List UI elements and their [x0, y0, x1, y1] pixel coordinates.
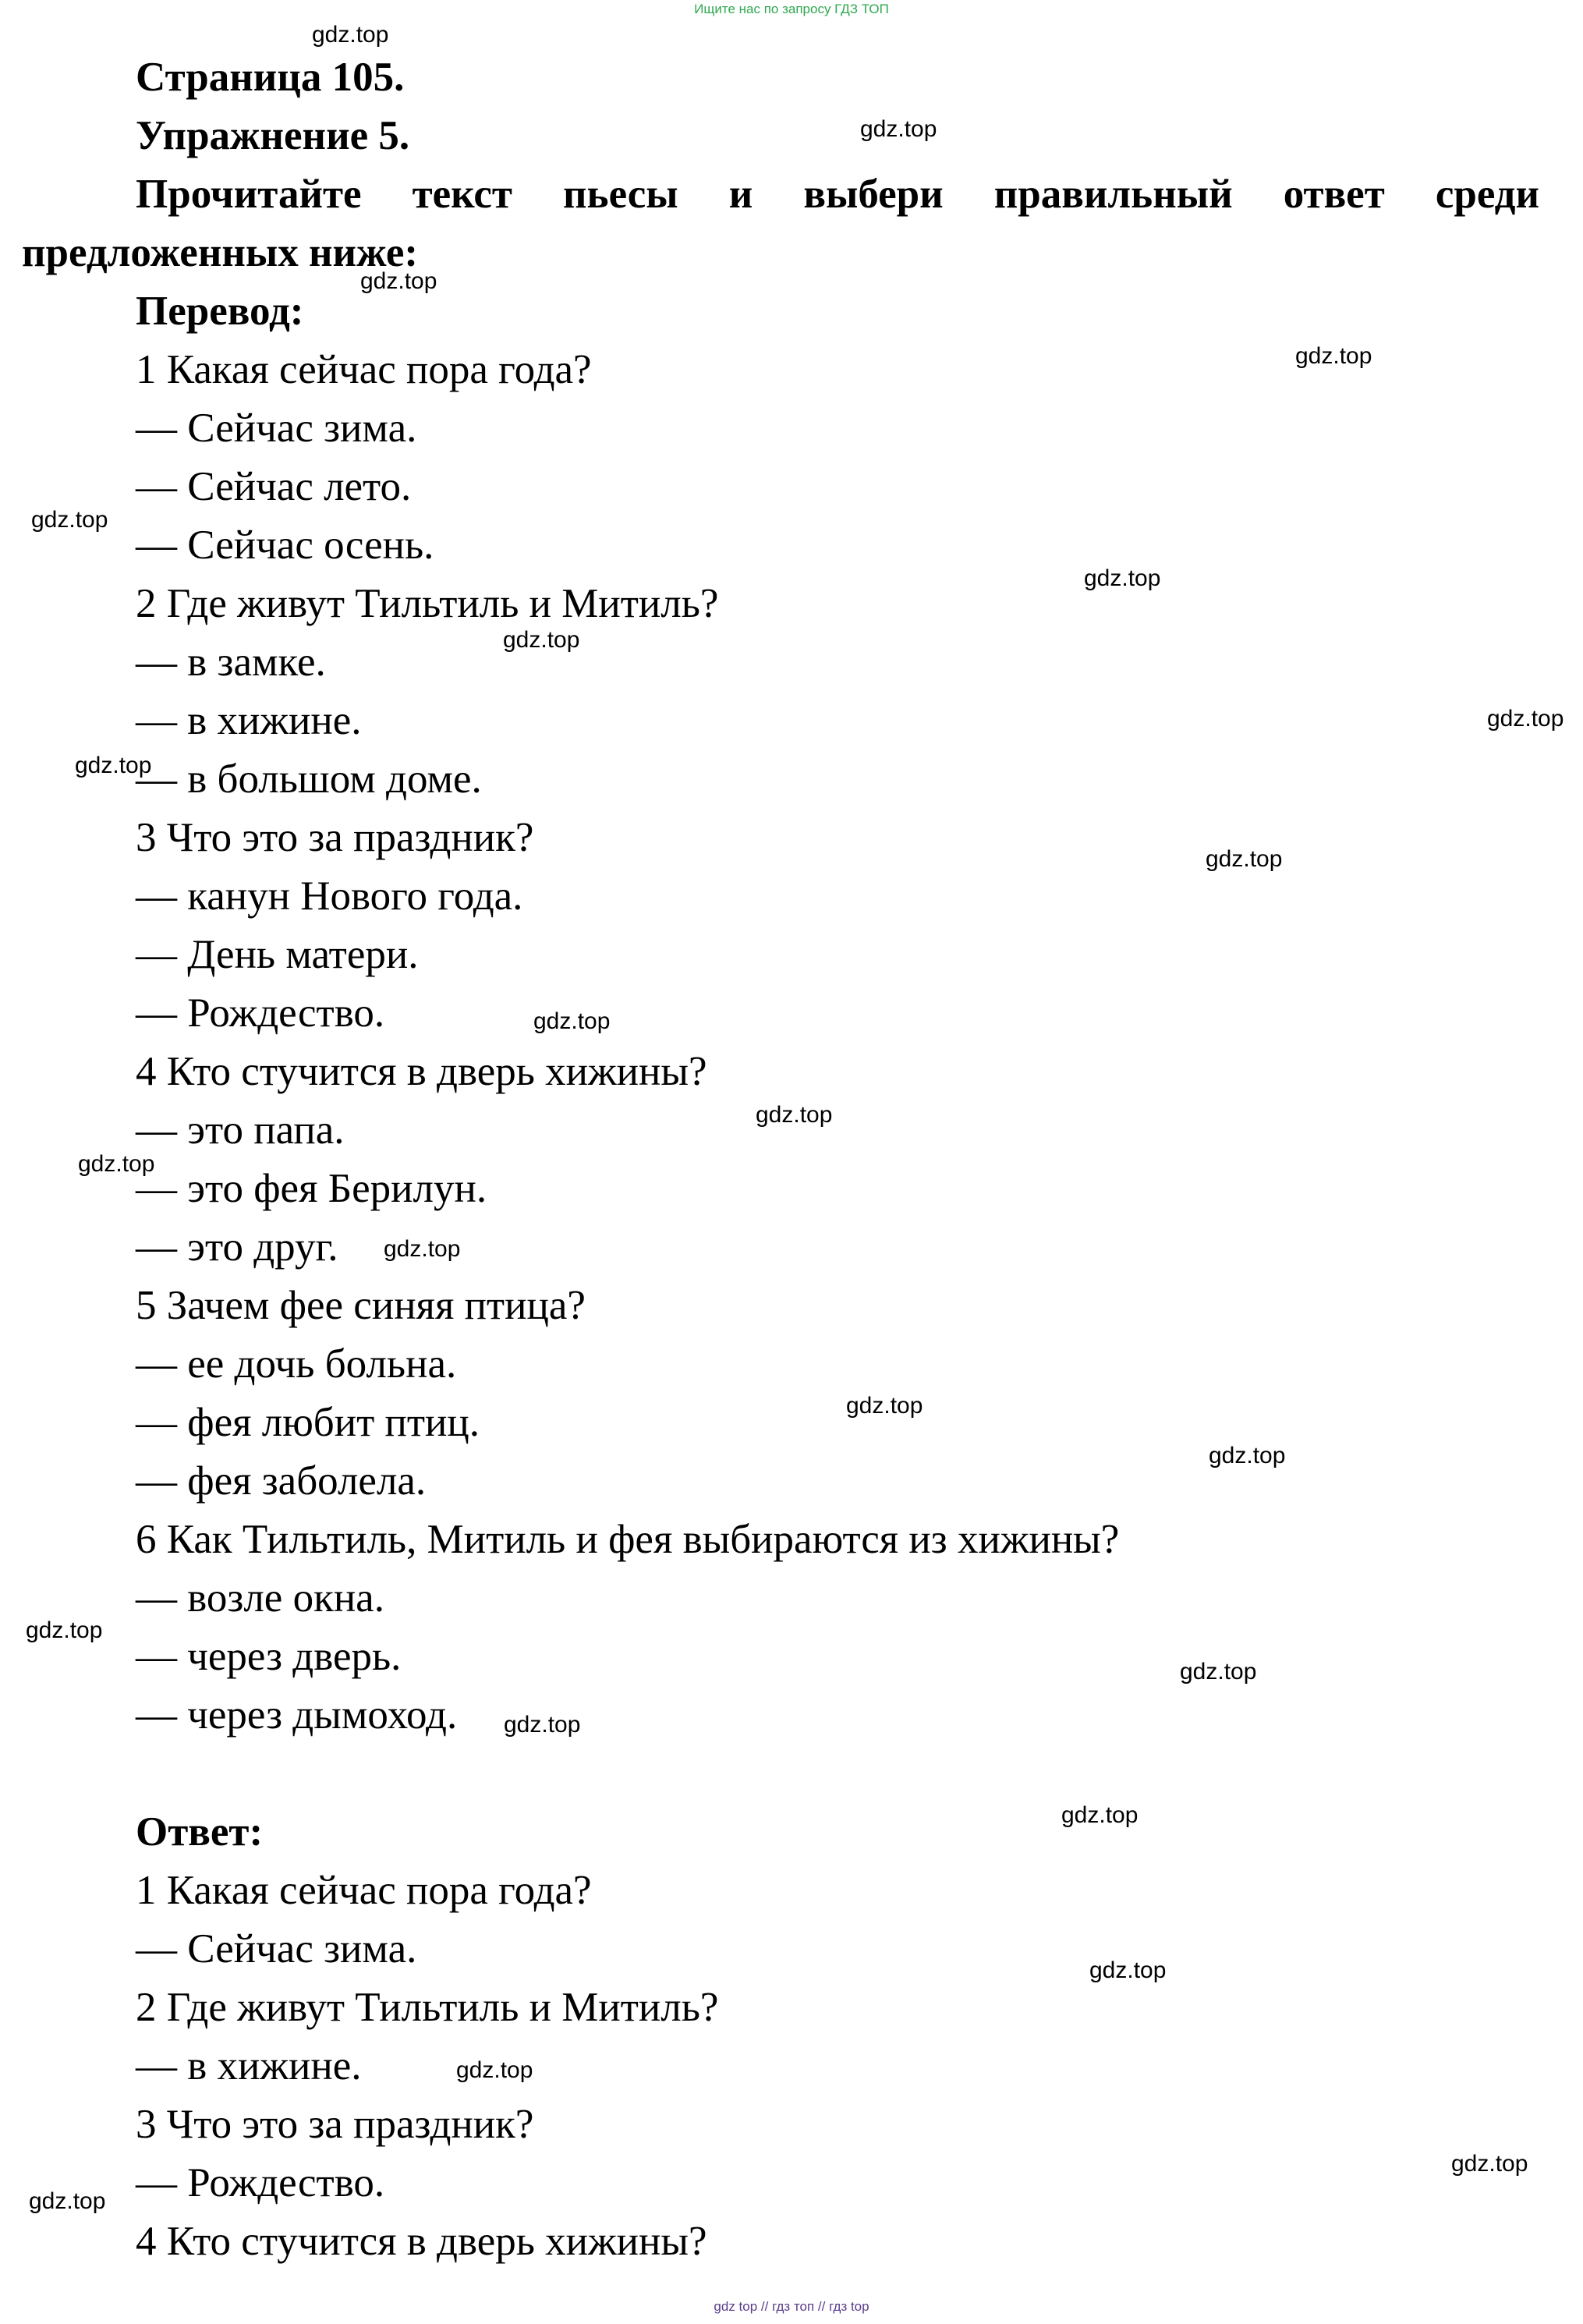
task-text-line-1	[136, 165, 1539, 224]
watermark: gdz.top	[1206, 846, 1283, 872]
task-text-line-2: предложенных ниже:	[22, 230, 419, 275]
translation-line: — День матери.	[136, 932, 419, 977]
watermark: gdz.top	[1209, 1443, 1286, 1468]
watermark: gdz.top	[533, 1008, 611, 1034]
search-hint-link[interactable]: Ищите нас по запросу ГДЗ ТОП	[694, 2, 889, 16]
watermark: gdz.top	[860, 116, 937, 142]
watermark: gdz.top	[1487, 706, 1564, 732]
translation-line: 6 Как Тильтиль, Митиль и фея выбираются из хижины?	[136, 1517, 1120, 1562]
translation-line: — Сейчас лето.	[136, 464, 412, 509]
answer-line: 1 Какая сейчас пора года?	[136, 1868, 592, 1913]
translation-line: — ее дочь больна.	[136, 1341, 457, 1387]
watermark: gdz.top	[1084, 565, 1161, 591]
translation-line: — фея любит птиц.	[136, 1400, 480, 1445]
translation-line: — возле окна.	[136, 1575, 384, 1621]
watermark: gdz.top	[1295, 343, 1372, 369]
translation-line: — фея заболела.	[136, 1458, 427, 1504]
watermark: gdz.top	[312, 22, 389, 48]
translation-line: 1 Какая сейчас пора года?	[136, 347, 592, 392]
translation-line: — Рождество.	[136, 990, 385, 1036]
watermark: gdz.top	[384, 1236, 461, 1262]
watermark: gdz.top	[78, 1151, 155, 1177]
task-text-line-1-content: Прочитайте текст пьесы и выбери правильный ответ среди	[136, 172, 1539, 217]
answer-line: 4 Кто стучится в дверь хижины?	[136, 2219, 707, 2264]
translation-line: — через дверь.	[136, 1634, 402, 1679]
watermark: gdz.top	[31, 507, 108, 533]
watermark: gdz.top	[29, 2188, 106, 2214]
translation-line: — Сейчас осень.	[136, 523, 434, 568]
answer-line: — Сейчас зима.	[136, 1926, 417, 1972]
watermark: gdz.top	[75, 753, 152, 778]
watermark: gdz.top	[26, 1617, 103, 1643]
translation-line: — Сейчас зима.	[136, 406, 417, 451]
translation-line: — через дымоход.	[136, 1692, 458, 1738]
translation-line: — в хижине.	[136, 698, 362, 743]
translation-line: — канун Нового года.	[136, 873, 523, 919]
translation-heading: Перевод:	[136, 289, 304, 334]
answer-line: 3 Что это за праздник?	[136, 2102, 534, 2147]
watermark: gdz.top	[360, 268, 437, 294]
watermark: gdz.top	[1061, 1802, 1139, 1828]
answer-line: — Рождество.	[136, 2160, 385, 2205]
translation-line: — в большом доме.	[136, 756, 482, 802]
translation-line: — это фея Берилун.	[136, 1166, 487, 1211]
exercise-title: Упражнение 5.	[136, 113, 410, 158]
translation-line: 5 Зачем фее синяя птица?	[136, 1283, 586, 1328]
answer-heading: Ответ:	[136, 1809, 264, 1855]
watermark: gdz.top	[756, 1102, 833, 1128]
watermark: gdz.top	[1451, 2151, 1528, 2177]
answer-line: — в хижине.	[136, 2043, 362, 2088]
translation-line: — это друг.	[136, 1224, 338, 1270]
watermark: gdz.top	[504, 1712, 581, 1738]
watermark: gdz.top	[1180, 1659, 1257, 1685]
page-title: Страница 105.	[136, 55, 405, 100]
footer-links[interactable]: gdz top // гдз топ // гдз top	[714, 2299, 869, 2314]
translation-line: 2 Где живут Тильтиль и Митиль?	[136, 581, 719, 626]
translation-line: 3 Что это за праздник?	[136, 815, 534, 860]
watermark: gdz.top	[1089, 1957, 1167, 1983]
translation-line: — это папа.	[136, 1107, 345, 1153]
translation-line: 4 Кто стучится в дверь хижины?	[136, 1049, 707, 1094]
answer-line: 2 Где живут Тильтиль и Митиль?	[136, 1985, 719, 2030]
watermark: gdz.top	[503, 627, 580, 653]
watermark: gdz.top	[456, 2057, 533, 2083]
watermark: gdz.top	[846, 1393, 923, 1419]
translation-line: — в замке.	[136, 639, 326, 685]
